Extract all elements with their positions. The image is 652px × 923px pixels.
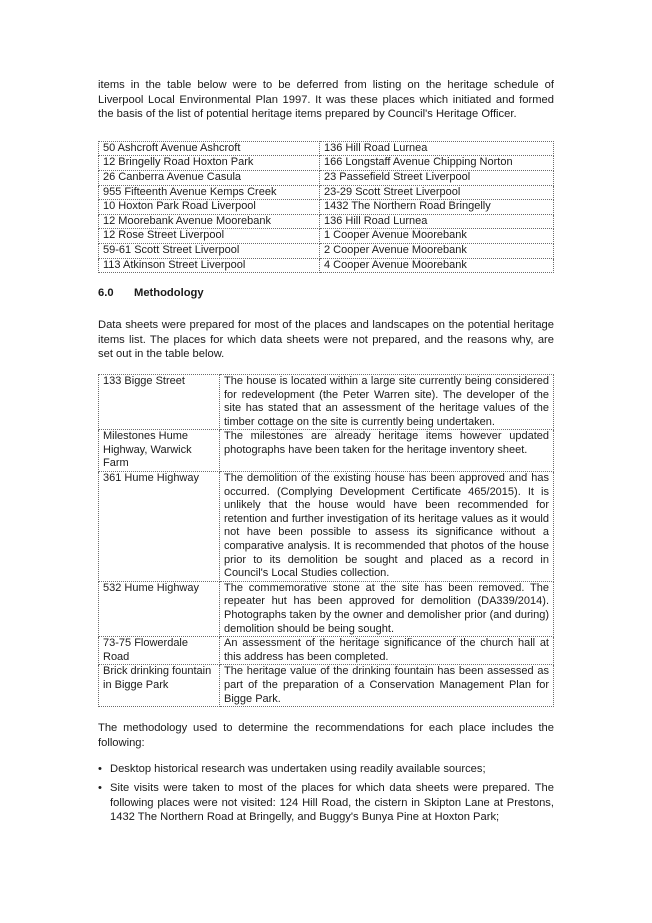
table-cell: 136 Hill Road Lurnea — [320, 141, 554, 156]
reason-cell: The commemorative stone at the site has been removed. The repeater hut has been approved for demolition (DA339/2014). Photographs taken by the owner and demolisher prior (and during) demolition should be being sought. — [220, 581, 554, 636]
deferred-items-table — [98, 141, 554, 273]
table-row — [99, 665, 554, 707]
methodology-intro-paragraph: The methodology used to determine the recommendations for each place includes the following: — [98, 722, 554, 749]
table-row — [99, 243, 554, 258]
intro-paragraph: items in the table below were to be deferred from listing on the heritage schedule of Liverpool Local Environmental Plan 1997. It was these places which initiated and formed the basis of the list of potential heritage items prepared by Council's Heritage Officer. — [98, 79, 554, 121]
reasons-table — [98, 374, 554, 707]
table-cell: 955 Fifteenth Avenue Kemps Creek — [99, 185, 320, 200]
table-row — [99, 170, 554, 185]
section-number: 6.0 — [98, 287, 114, 300]
place-cell: 532 Hume Highway — [99, 581, 220, 636]
table-row — [99, 472, 554, 582]
reason-cell: The house is located within a large site currently being considered for redevelopment (the Peter Warren site). The developer of the site has stated that an assessment of the heritage values of the timber cottage on the site is currently being undertaken. — [220, 374, 554, 429]
table-cell: 1432 The Northern Road Bringelly — [320, 200, 554, 215]
table-cell: 26 Canberra Avenue Casula — [99, 170, 320, 185]
table-row — [99, 156, 554, 171]
place-cell: 361 Hume Highway — [99, 472, 220, 582]
table-row — [99, 430, 554, 472]
table-cell: 12 Bringelly Road Hoxton Park — [99, 156, 320, 171]
table-cell: 50 Ashcroft Avenue Ashcroft — [99, 141, 320, 156]
table-cell: 113 Atkinson Street Liverpool — [99, 258, 320, 273]
methodology-bullet-list — [98, 762, 554, 824]
place-cell: 133 Bigge Street — [99, 374, 220, 429]
list-item: • Site visits were taken to most of the places for which data sheets were prepared. The following places were not visited: 124 Hill Road, the cistern in Skipton Lane at Prestons, 1432 The Northern Road at Bringelly, and Buggy's Bunya Pine at Hoxton Park; — [98, 781, 554, 825]
table-cell: 12 Moorebank Avenue Moorebank — [99, 214, 320, 229]
table-row — [99, 637, 554, 665]
list-item: • Desktop historical research was undertaken using readily available sources; — [98, 762, 554, 777]
table-cell: 4 Cooper Avenue Moorebank — [320, 258, 554, 273]
reason-cell: The demolition of the existing house has been approved and has occurred. (Complying Development Certificate 465/2015). It is unlikely that the house would have been recommended for retention and further investigation of its heritage values as it would not have been possible to assess its significance without a comparative analysis. It is recommended that photos of the house prior to its demolition be sought and placed as a record in Council's Local Studies collection. — [220, 472, 554, 582]
place-cell: 73-75 Flowerdale Road — [99, 637, 220, 665]
table-row — [99, 141, 554, 156]
methodology-paragraph: Data sheets were prepared for most of the places and landscapes on the potential heritage items list. The places for which data sheets were not prepared, and the reasons why, are set out in the table below. — [98, 319, 554, 361]
table-row — [99, 214, 554, 229]
table-row — [99, 258, 554, 273]
table-cell: 2 Cooper Avenue Moorebank — [320, 243, 554, 258]
table-cell: 1 Cooper Avenue Moorebank — [320, 229, 554, 244]
table-cell: 12 Rose Street Liverpool — [99, 229, 320, 244]
place-cell: Brick drinking fountain in Bigge Park — [99, 665, 220, 707]
document-page — [98, 78, 554, 829]
table-cell: 23-29 Scott Street Liverpool — [320, 185, 554, 200]
table-cell: 166 Longstaff Avenue Chipping Norton — [320, 156, 554, 171]
table-cell: 136 Hill Road Lurnea — [320, 214, 554, 229]
table-row — [99, 185, 554, 200]
table-row — [99, 229, 554, 244]
table-cell: 10 Hoxton Park Road Liverpool — [99, 200, 320, 215]
reason-cell: The heritage value of the drinking fountain has been assessed as part of the preparation of a Conservation Management Plan for Bigge Park. — [220, 665, 554, 707]
section-title: Methodology — [134, 287, 204, 300]
table-row — [99, 581, 554, 636]
table-row — [99, 374, 554, 429]
reason-cell: The milestones are already heritage items however updated photographs have been taken for the heritage inventory sheet. — [220, 430, 554, 472]
section-heading — [98, 286, 554, 300]
table-row — [99, 200, 554, 215]
place-cell: Milestones Hume Highway, Warwick Farm — [99, 430, 220, 472]
table-cell: 23 Passefield Street Liverpool — [320, 170, 554, 185]
table-cell: 59-61 Scott Street Liverpool — [99, 243, 320, 258]
reason-cell: An assessment of the heritage significance of the church hall at this address has been completed. — [220, 637, 554, 665]
